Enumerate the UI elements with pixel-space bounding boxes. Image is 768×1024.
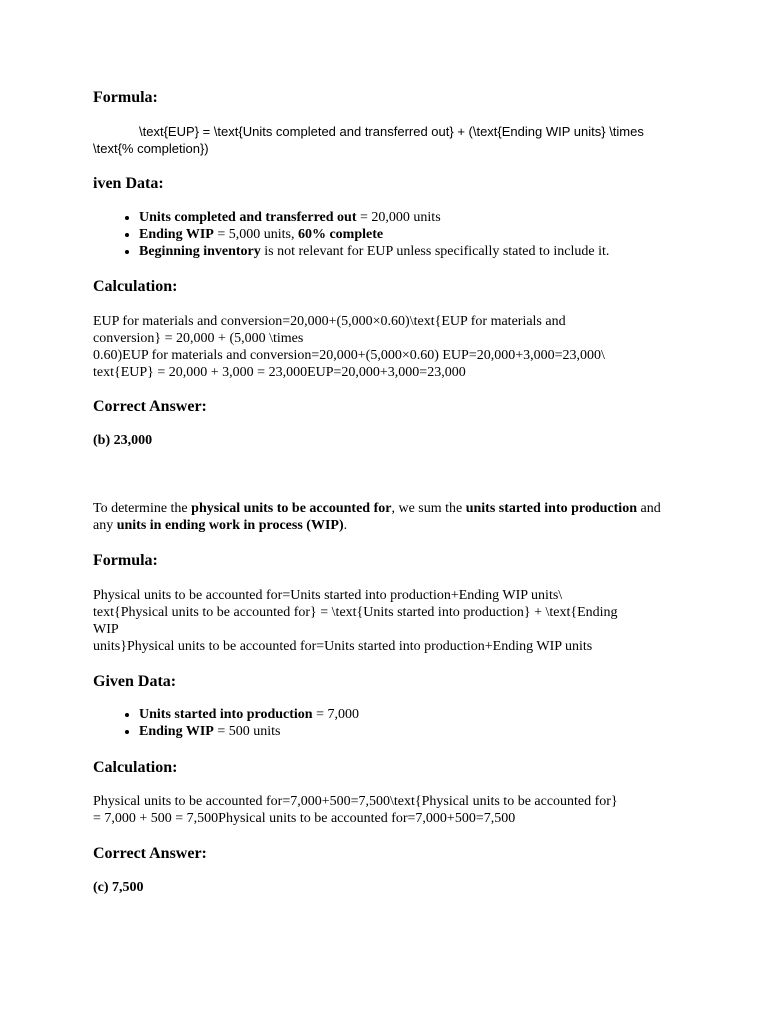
calc-line: = 7,000 + 500 = 7,500Physical units to be accounted for=7,000+500=7,500 xyxy=(93,811,516,826)
given-heading-2: Given Data: xyxy=(93,673,177,690)
formula-heading-2: Formula: xyxy=(93,552,158,569)
given-item: • Units started into production = 7,000 xyxy=(139,706,729,723)
answer-heading-2: Correct Answer: xyxy=(93,845,207,862)
calc-heading-1: Calculation: xyxy=(93,278,178,295)
formula-heading-1: Formula: xyxy=(93,89,158,106)
given-item: • Units completed and transferred out = 20,000 units xyxy=(139,209,729,226)
answer-1: (b) 23,000 xyxy=(93,433,153,448)
given-item: • Ending WIP = 500 units xyxy=(139,723,729,740)
answer-heading-1: Correct Answer: xyxy=(93,398,207,415)
given-item: • Ending WIP = 5,000 units, 60% complete xyxy=(139,226,729,243)
given-heading-1: iven Data: xyxy=(93,175,164,192)
calc-line: 0.60)EUP for materials and conversion=20,000+(5,000×0.60) EUP=20,000+3,000=23,000\ xyxy=(93,348,605,363)
formula-line: WIP xyxy=(93,622,119,637)
given-item: • Beginning inventory is not relevant for EUP unless specifically stated to include it. xyxy=(139,243,729,260)
calc-heading-2: Calculation: xyxy=(93,759,178,776)
formula-line: units}Physical units to be accounted for=Units started into production+Ending WIP units xyxy=(93,639,593,654)
calc-line: conversion} = 20,000 + (5,000 \times xyxy=(93,331,304,346)
given-list-1 xyxy=(93,209,729,260)
calc-line: text{EUP} = 20,000 + 3,000 = 23,000EUP=20,000+3,000=23,000 xyxy=(93,365,466,380)
answer-2: (c) 7,500 xyxy=(93,880,144,895)
formula-text-1: \text{EUP} = \text{Units completed and transferred out} + (\text{Ending WIP units} \times \text{% completion}) xyxy=(93,124,644,156)
given-list-2 xyxy=(93,706,729,740)
formula-block-2 xyxy=(93,587,683,655)
calc-block-1 xyxy=(93,313,683,381)
intro-paragraph: To determine the physical units to be accounted for, we sum the units started into production and any units in ending work in process (WIP). xyxy=(93,501,661,533)
calc-line: EUP for materials and conversion=20,000+(5,000×0.60)\text{EUP for materials and xyxy=(93,314,566,329)
calc-block-2 xyxy=(93,793,683,827)
calc-line: Physical units to be accounted for=7,000+500=7,500\text{Physical units to be accounted for} xyxy=(93,794,618,809)
formula-line: text{Physical units to be accounted for} = \text{Units started into production} + \text{Ending xyxy=(93,605,618,620)
formula-line: Physical units to be accounted for=Units started into production+Ending WIP units\ xyxy=(93,588,563,603)
